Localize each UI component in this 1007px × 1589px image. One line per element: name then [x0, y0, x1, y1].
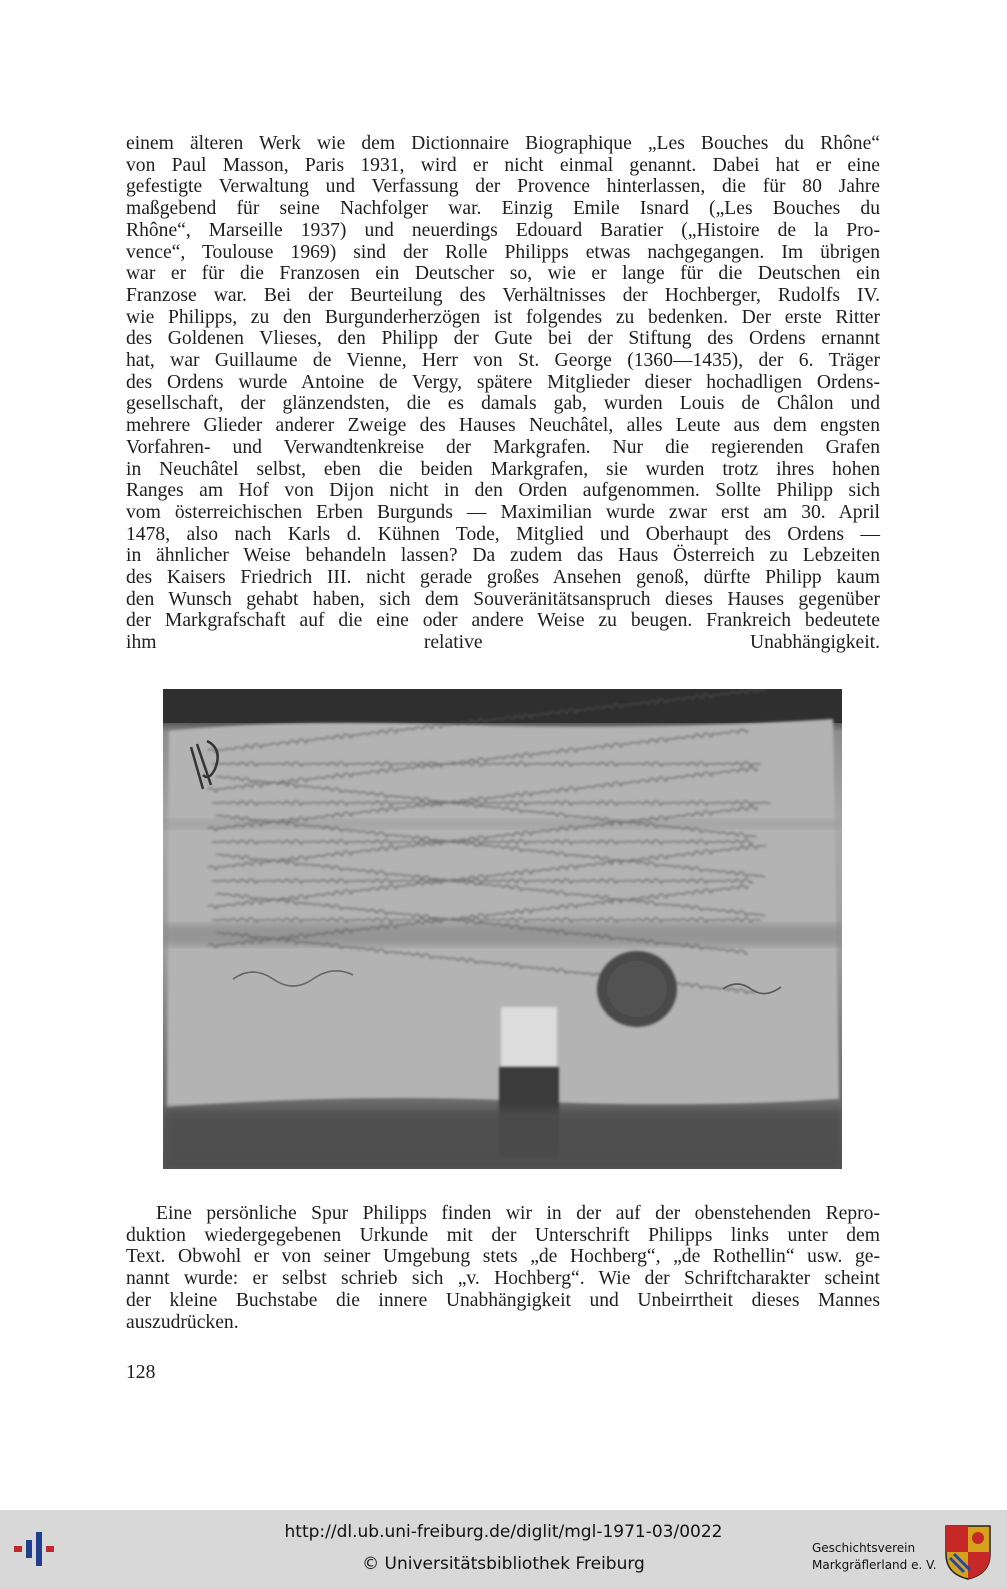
text-line: 1478, also nach Karls d. Kühnen Tode, Mitglied und Oberhaupt des Ordens — [126, 523, 880, 545]
text-line: duktion wiedergegebenen Urkunde mit der Unterschrift Philipps links unter dem [126, 1224, 880, 1246]
text-line: wie Philipps, zu den Burgunderherzögen ist folgendes zu bedenken. Der erste Ritter [126, 306, 880, 328]
text-line: nannt wurde: er selbst schrieb sich „v. Hochberg“. Wie der Schriftcharakter scheint [126, 1268, 880, 1290]
society-line-1: Geschichtsverein [812, 1541, 916, 1555]
society-line-2: Markgräflerland e. V. [812, 1558, 937, 1572]
text-line: des Ordens wurde Antoine de Vergy, spätere Mitglieder dieser hochadligen Ordens- [126, 371, 880, 393]
text-line: Text. Obwohl er von seiner Umgebung stets „de Hochberg“, „de Rothellin“ usw. ge- [126, 1246, 880, 1268]
text-line: ihm relative Unabhängigkeit. [126, 632, 880, 654]
charter-image [163, 689, 842, 1169]
text-line: in ähnlicher Weise behandeln lassen? Da zudem das Haus Österreich zu Lebzeiten [126, 545, 880, 567]
text-line: auszudrücken. [126, 1311, 239, 1333]
text-line: maßgebend für seine Nachfolger war. Einzig Emile Isnard („Les Bouches du [126, 198, 880, 220]
text-line: Franzose war. Bei der Beurteilung des Verhältnisses der Hochberger, Rudolfs IV. [126, 284, 880, 306]
text-line: in Neuchâtel selbst, eben die beiden Markgrafen, sie wurden trotz ihres hohen [126, 458, 880, 480]
text-line: gefestigte Verwaltung und Verfassung der Provence hinterlassen, die für 80 Jahre [126, 176, 880, 198]
charter-photograph [163, 689, 842, 1169]
page-number: 128 [126, 1362, 156, 1383]
text-line: Eine persönliche Spur Philipps finden wir in der auf der obenstehenden Repro- [156, 1203, 880, 1224]
body-paragraph-1 [126, 133, 880, 654]
text-line: Vorfahren- und Verwandtenkreise der Markgrafen. Nur die regierenden Grafen [126, 436, 880, 458]
text-line: der kleine Buchstabe die innere Unabhängigkeit und Unbeirrtheit dieses Mannes [126, 1289, 880, 1311]
text-line: war er für die Franzosen ein Deutscher so, wie er lange für die Deutschen ein [126, 263, 880, 285]
copyright-notice: © Universitätsbibliothek Freiburg [362, 1554, 645, 1574]
text-line: vence“, Toulouse 1969) sind der Rolle Philipps etwas nachgegangen. Im übrigen [126, 241, 880, 263]
text-line: des Goldenen Vlieses, den Philipp der Gute bei der Stiftung des Ordens ernannt [126, 328, 880, 350]
body-paragraph-2 [126, 1203, 880, 1333]
text-line: einem älteren Werk wie dem Dictionnaire Biographique „Les Bouches du Rhône“ [126, 133, 880, 154]
text-line: der Markgrafschaft auf die eine oder andere Weise zu beugen. Frankreich bedeutete [126, 610, 880, 632]
text-line: Rhône“, Marseille 1937) und neuerdings Edouard Baratier („Histoire de la Pro- [126, 219, 880, 241]
text-line: den Wunsch gehabt haben, sich dem Souveränitätsanspruch dieses Hauses gegenüber [126, 588, 880, 610]
document-url-link[interactable]: http://dl.ub.uni-freiburg.de/diglit/mgl-1971-03/0022 [284, 1522, 723, 1542]
text-line: Ranges am Hof von Dijon nicht in den Orden aufgenommen. Sollte Philipp sich [126, 480, 880, 502]
coat-of-arms-icon [944, 1524, 992, 1580]
text-line: vom österreichischen Erben Burgunds — Maximilian wurde zwar erst am 30. April [126, 501, 880, 523]
footer-bar [0, 1510, 1007, 1589]
society-name [812, 1540, 937, 1574]
text-line: gesellschaft, der glänzendsten, die es damals gab, wurden Louis de Châlon und [126, 393, 880, 415]
text-line: mehrere Glieder anderer Zweige des Hauses Neuchâtel, alles Leute aus dem engsten [126, 415, 880, 437]
text-line: hat, war Guillaume de Vienne, Herr von St. George (1360—1435), der 6. Träger [126, 350, 880, 372]
text-line: des Kaisers Friedrich III. nicht gerade großes Ansehen genoß, dürfte Philipp kaum [126, 567, 880, 589]
text-line: von Paul Masson, Paris 1931, wird er nicht einmal genannt. Dabei hat er eine [126, 154, 880, 176]
